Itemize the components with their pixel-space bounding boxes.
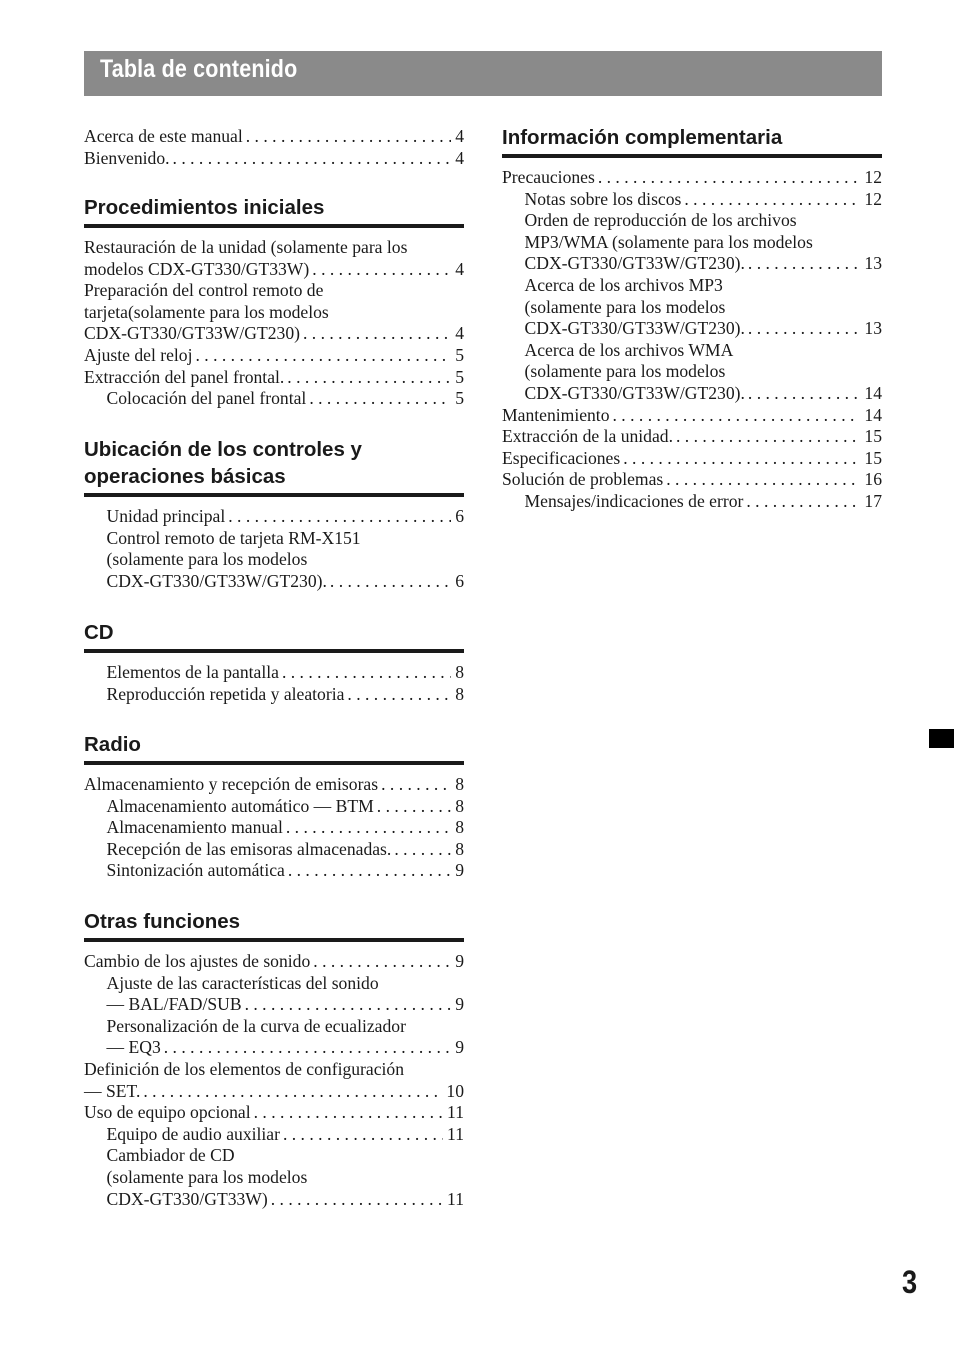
toc-entry-text: (solamente para los modelos: [106, 549, 308, 570]
toc-entries: [84, 774, 464, 882]
toc-page-number: 14: [864, 382, 882, 403]
toc-entry-text: Acerca de los archivos WMA: [524, 339, 734, 360]
toc-entry[interactable]: [84, 951, 464, 973]
toc-entry-text: Acerca de este manual: [84, 126, 243, 146]
dot-leader: [306, 388, 451, 410]
toc-entry-text: Mantenimiento: [502, 404, 610, 425]
toc-entry[interactable]: [84, 973, 464, 1016]
toc-entry[interactable]: [84, 345, 464, 367]
dot-leader: [192, 345, 451, 367]
toc-entry[interactable]: [84, 126, 464, 148]
toc-section-ubicacion-de-los-controles-y-operaciones-basicas: [84, 436, 464, 592]
toc-entry[interactable]: [84, 1145, 464, 1210]
page-title: Tabla de contenido: [100, 55, 298, 83]
toc-entry[interactable]: [84, 839, 464, 861]
toc-page-number: 4: [455, 126, 464, 146]
toc-page-number: 8: [455, 838, 464, 859]
dot-leader: [251, 1102, 443, 1124]
title-bar: [84, 51, 882, 96]
toc-page-number: 13: [864, 318, 882, 339]
toc-entry-text: CDX-GT330/GT33W/GT230).: [524, 318, 745, 339]
toc-entry[interactable]: [84, 774, 464, 796]
toc-entry-text: Extracción del panel frontal.: [84, 366, 285, 387]
toc-page-number: 8: [455, 683, 464, 704]
dot-leader: [681, 189, 860, 211]
toc-entries: [502, 167, 882, 513]
dot-leader: [620, 448, 860, 470]
toc-entry-text: Cambiador de CD: [106, 1145, 235, 1166]
toc-section-cd: [84, 619, 464, 705]
toc-entry[interactable]: [502, 405, 882, 427]
toc-entry-text: tarjeta(solamente para los modelos: [84, 301, 329, 322]
toc-section-procedimientos-iniciales: [84, 194, 464, 410]
toc-entry[interactable]: [84, 388, 464, 410]
toc-entries: [84, 126, 464, 169]
toc-page-number: 4: [455, 147, 464, 168]
dot-leader: [243, 126, 451, 148]
dot-leader: [745, 253, 861, 275]
toc-entry-text: Equipo de audio auxiliar: [106, 1123, 280, 1144]
toc-entry[interactable]: [84, 1059, 464, 1102]
dot-leader: [663, 469, 860, 491]
toc-entry-text: Notas sobre los discos: [524, 188, 682, 209]
toc-page-number: 5: [455, 344, 464, 365]
toc-entry-text: Especificaciones: [502, 447, 621, 468]
toc-entry-text: Precauciones: [502, 167, 595, 187]
section-heading: CD: [84, 619, 464, 653]
dot-leader: [225, 506, 451, 528]
toc-entry-text: Restauración de la unidad (solamente para los: [84, 237, 408, 257]
toc-entry[interactable]: [502, 340, 882, 405]
toc-entry[interactable]: [84, 817, 464, 839]
toc-entry[interactable]: [502, 491, 882, 513]
dot-leader: [309, 259, 451, 281]
toc-entry[interactable]: [502, 189, 882, 211]
toc-entry[interactable]: [502, 469, 882, 491]
toc-page-number: 12: [864, 167, 882, 187]
toc-page-number: 5: [455, 366, 464, 387]
toc-entry-text: CDX-GT330/GT33W/GT230): [84, 323, 300, 344]
toc-entry[interactable]: [84, 528, 464, 593]
toc-entry[interactable]: [84, 506, 464, 528]
dot-leader: [327, 571, 451, 593]
toc-entry[interactable]: [84, 796, 464, 818]
toc-entry[interactable]: [502, 426, 882, 448]
dot-leader: [280, 1124, 443, 1146]
section-heading: Radio: [84, 731, 464, 765]
toc-page-number: 5: [455, 388, 464, 409]
toc-page-number: 4: [455, 323, 464, 344]
toc-entry-text: Extracción de la unidad.: [502, 426, 673, 447]
toc-page-number: 11: [447, 1188, 464, 1209]
toc-entry-text: CDX-GT330/GT33W): [106, 1188, 268, 1209]
toc-entry-text: MP3/WMA (solamente para los modelos: [524, 231, 813, 252]
toc-page-number: 16: [864, 469, 882, 490]
toc-page-number: 15: [864, 426, 882, 447]
dot-leader: [378, 774, 451, 796]
toc-entry[interactable]: [84, 1016, 464, 1059]
toc-section-otras-funciones: [84, 908, 464, 1210]
side-tab-marker: [929, 729, 954, 748]
toc-entry[interactable]: [84, 662, 464, 684]
toc-page-number: 13: [864, 253, 882, 274]
toc-entry[interactable]: [84, 684, 464, 706]
dot-leader: [242, 994, 452, 1016]
dot-leader: [310, 951, 451, 973]
toc-page-number: 8: [455, 662, 464, 682]
dot-leader: [673, 426, 860, 448]
toc-page-number: 8: [455, 774, 464, 794]
toc-page-number: 11: [447, 1102, 464, 1123]
dot-leader: [743, 491, 860, 513]
toc-entry-text: Reproducción repetida y aleatoria: [106, 683, 345, 704]
toc-entry-text: Colocación del panel frontal: [106, 388, 307, 409]
section-heading: Información complementaria: [502, 124, 882, 158]
toc-entry-text: CDX-GT330/GT33W/GT230).: [524, 382, 745, 403]
toc-entry[interactable]: [84, 280, 464, 345]
toc-entry-text: Ajuste de las características del sonido: [106, 972, 379, 993]
toc-entry-text: Definición de los elementos de configuración: [84, 1058, 405, 1079]
toc-entry-text: Solución de problemas: [502, 469, 664, 490]
toc-entry-text: Orden de reproducción de los archivos: [524, 210, 797, 231]
dot-leader: [283, 817, 451, 839]
toc-entry-text: Control remoto de tarjeta RM-X151: [106, 527, 361, 548]
toc-entry-text: Unidad principal: [106, 506, 226, 526]
toc-page-number: 12: [864, 188, 882, 209]
toc-entry-text: Almacenamiento manual: [106, 817, 283, 838]
dot-leader: [300, 323, 451, 345]
toc-entry-text: (solamente para los modelos: [524, 361, 726, 382]
toc-entry-text: (solamente para los modelos: [524, 296, 726, 317]
toc-entry[interactable]: [502, 275, 882, 340]
section-heading: Ubicación de los controles y operaciones básicas: [84, 436, 464, 497]
toc-page-number: 10: [446, 1080, 464, 1101]
toc-page-number: 4: [455, 258, 464, 279]
toc-entry-text: modelos CDX-GT330/GT33W): [84, 258, 310, 279]
toc-entry-text: Mensajes/indicaciones de error: [524, 490, 744, 511]
toc-entry-text: (solamente para los modelos: [106, 1166, 308, 1187]
toc-page-number: 6: [455, 506, 464, 526]
toc-entry-text: Acerca de los archivos MP3: [524, 274, 723, 295]
toc-page-number: 8: [455, 795, 464, 816]
dot-leader: [610, 405, 861, 427]
toc-entries: [84, 237, 464, 410]
dot-leader: [161, 1037, 451, 1059]
toc-entry-text: Elementos de la pantalla: [106, 662, 279, 682]
toc-page-number: 6: [455, 570, 464, 591]
toc-entry[interactable]: [502, 167, 882, 189]
dot-leader: [140, 1081, 442, 1103]
toc-page-number: 15: [864, 447, 882, 468]
toc-entry-text: Personalización de la curva de ecualizador: [106, 1015, 406, 1036]
toc-intro: [84, 126, 464, 169]
toc-section-radio: [84, 731, 464, 882]
toc-entry-text: — BAL/FAD/SUB: [106, 994, 242, 1015]
toc-entries: [84, 951, 464, 1210]
toc-entry[interactable]: [84, 1102, 464, 1124]
dot-leader: [284, 367, 451, 389]
toc-entry-text: Uso de equipo opcional: [84, 1102, 251, 1123]
toc-entry-text: Cambio de los ajustes de sonido: [84, 951, 311, 971]
toc-entry[interactable]: [84, 860, 464, 882]
toc-entry-text: Bienvenido.: [84, 147, 170, 168]
toc-page-number: 8: [455, 817, 464, 838]
toc-page-number: 9: [455, 860, 464, 881]
toc-page-number: 9: [455, 1037, 464, 1058]
dot-leader: [745, 383, 861, 405]
toc-page-number: 17: [864, 490, 882, 511]
dot-leader: [595, 167, 861, 189]
toc-entry-text: Almacenamiento automático — BTM: [106, 795, 374, 816]
toc-entry-text: Almacenamiento y recepción de emisoras: [84, 774, 379, 794]
toc-page-number: 9: [455, 994, 464, 1015]
toc-entry[interactable]: [84, 367, 464, 389]
toc-entry[interactable]: [84, 148, 464, 170]
toc-entry-text: Preparación del control remoto de: [84, 280, 324, 301]
toc-entry-text: CDX-GT330/GT33W/GT230).: [106, 570, 327, 591]
dot-leader: [344, 684, 451, 706]
dot-leader: [170, 148, 452, 170]
toc-entry-text: — SET.: [84, 1080, 141, 1101]
dot-leader: [745, 318, 861, 340]
toc-entry-text: Sintonización automática: [106, 860, 285, 881]
toc-entry[interactable]: [502, 448, 882, 470]
toc-entry[interactable]: [84, 1124, 464, 1146]
toc-entries: [84, 506, 464, 592]
toc-page-number: 9: [455, 951, 464, 971]
dot-leader: [285, 860, 451, 882]
toc-entries: [84, 662, 464, 705]
toc-entry-text: — EQ3: [106, 1037, 161, 1058]
toc-entry[interactable]: [84, 237, 464, 280]
toc-entry[interactable]: [502, 210, 882, 275]
dot-leader: [391, 839, 451, 861]
toc-entry-text: CDX-GT330/GT33W/GT230).: [524, 253, 745, 274]
toc-page-number: 14: [864, 404, 882, 425]
page-number: 3: [902, 1264, 918, 1300]
dot-leader: [279, 662, 451, 684]
toc-section-informacion-complementaria: [502, 124, 882, 513]
section-heading: Otras funciones: [84, 908, 464, 942]
toc-page-number: 11: [447, 1123, 464, 1144]
dot-leader: [374, 796, 451, 818]
section-heading: Procedimientos iniciales: [84, 194, 464, 228]
toc-entry-text: Recepción de las emisoras almacenadas.: [106, 838, 392, 859]
dot-leader: [268, 1189, 443, 1211]
toc-entry-text: Ajuste del reloj: [84, 344, 193, 365]
